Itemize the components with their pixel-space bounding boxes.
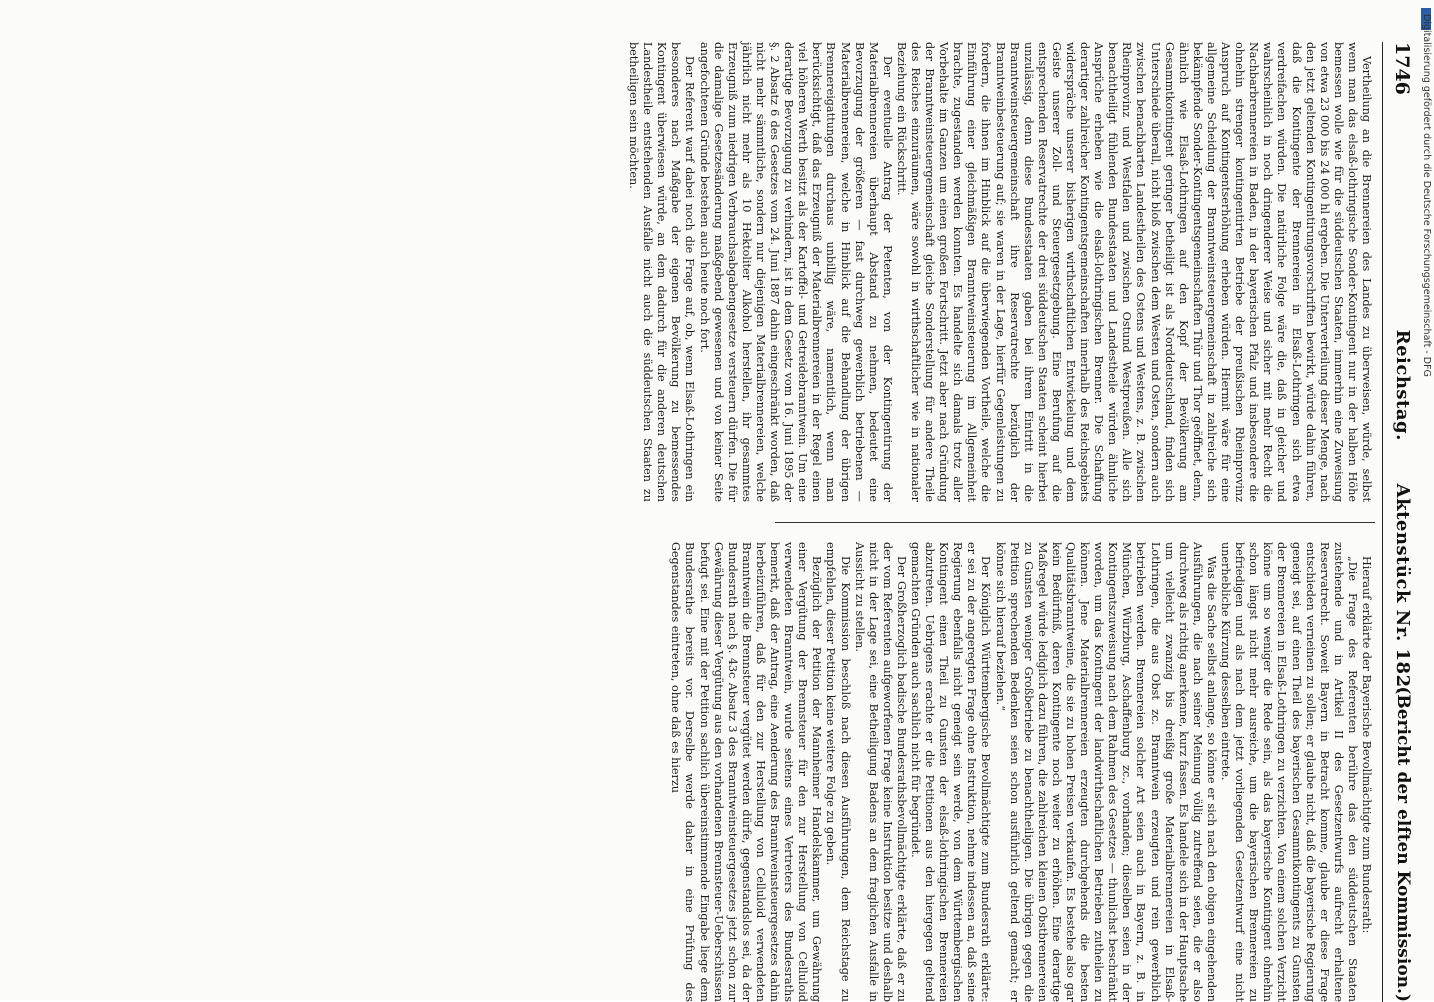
paragraph: Hierauf erklärte der Bayerische Bevollmächtigte zum Bundesrath: <box>1360 556 1373 934</box>
credit-text: Digitalisierung gefördert durch die Deutsche Forschungsgemeinschaft - DFG <box>1421 14 1432 377</box>
header-rule <box>1382 42 1383 1002</box>
page-number: 1746 <box>1391 42 1413 95</box>
paragraph: Die Kommission beschloß nach diesen Ausführungen, dem Reichstage zu empfehlen, dieser Petition keine weitere Folge zu geben. <box>824 542 852 1002</box>
left-column <box>627 42 1373 502</box>
paragraph: Der Königlich Württembergische Bevollmächtigte zum Bundesrath erklärte: er sei zu der angeregten Frage ohne Instruktion, nehme indessen an, daß seine Regierung ebenfalls nicht geneigt sein werde, von dem Württembergischen Kontingent einen Theil zu Gunsten der elsaß-lothringischen Brennereien abzutreten. Uebrigens erachte er die Petitionen aus den hiergegen geltend gemachten Gründen auch sachlich nicht für begründet. <box>909 542 993 1002</box>
venue-label: Reichstag. <box>1392 329 1413 441</box>
paragraph: Was die Sache selbst anlange, so könne er sich nach den obigen eingehenden Ausführungen, die nach seiner Meinung völlig zutreffend seien, die er also durchweg als richtig anerkenne, kurz fassen. Es handele sich in der Hauptsache um vielleicht zwanzig bis dreißig große Materialbrennereien in Elsaß-Lothringen, die aus Obst zc. Branntwein erzeugten und rein gewerblich betrieben werden. Brennereien solcher Art seien auch in Bayern, z. B. in München, Würzburg, Aschaffenburg zc., vorhanden; dieselben seien in der Kontingentszuweisung nach dem Rahmen des Gesetzes — thunlichst beschränkt worden, um das Kontingent der landwirthschaftlichen Betrieben zutheilen zu können. Jene Materialbrennereien erzeugten durchgehends die besten Qualitätsbranntweine, die sie zu hohen Preisen verkaufen. Es bestehe also gar kein Bedürfniß, deren Kontingente noch weiter zu erhöhen. Eine derartige Maßregel würde lediglich dazu führen, die zahlreichen kleinen Obstbrennereien zu Gunsten weniger Großbetriebe zu benachtheiligen. Die übrigen gegen die Petition sprechenden Bedenken seien schon ausführlich geltend gemacht; er könne sich hierauf beziehen.“ <box>993 542 1218 1002</box>
page-header <box>1387 42 1417 1002</box>
paragraph: Vertheilung an die Brennereien des Landes zu überweisen, würde, selbst wenn man das elsaß-lothringische Sonder-Kontingent nur in der halben Höhe bemessen wolle wie für die süddeutschen Staaten, immerhin eine Zuweisung von etwa 23 000 bis 24 000 hl ergeben. Die Unterverteilung dieser Menge, nach den jetzt geltenden Kontingentirungsvorschriften bewirkt, würde dahin führen, daß die Kontingente der Brennereien in Elsaß-Lothringen sich etwa verdreifachen würden. Die natürliche Folge wäre die, daß in gleicher und wahrscheinlich in noch dringenderer Weise und sicher mit mehr Recht die Nachbarbrennereien in Baden, in der bayerischen Pfalz und insbesondere die ohnehin strenger kontingentirten Betriebe der preußischen Rheinprovinz Anspruch auf Kontingentserhöhung erheben würden. Hiermit wäre für eine allgemeine Scheidung der Branntweinsteuergemeinschaft in zahlreiche sich bekämpfende Sonder-Kontingentsgemeinschaften Thür und Thor geöffnet, denn, ähnlich wie Elsaß-Lothringen auf den Kopf der Bevölkerung am Gesammtkontingent geringer betheiligt ist als Norddeutschland, finden sich Unterschiede überall, nicht bloß zwischen dem Westen und Osten, sondern auch zwischen benachbarten Landestheilen des Ostens und Westens, z. B. zwischen Rheinprovinz und Westfalen und zwischen Ostund Westpreußen. Alle sich benachtheiligt fühlenden Bundesstaaten und Landestheile würden ähnliche Ansprüche erheben wie die elsaß-lothringischen Brenner. Die Schaffung derartiger zahlreicher Kontingentsgemeinschaften innerhalb des Reichsgebiets widerspräche unserer bisherigen wirthschaftlichen Entwickelung und dem Geiste unserer Zoll- und Steuergesetzgebung. Eine Berufung auf die entsprechenden Reservatrechte der drei süddeutschen Staaten scheint hierbei unzulässig, denn diese Bundesstaaten gaben bei ihrem Eintritt in die Branntweinsteuergemeinschaft ihre Reservatrechte bezüglich der Branntweinbesteuerung auf; sie waren in der Lage, hierfür Gegenleistungen zu fordern, die ihnen im Hinblick auf die überwiegenden Vortheile, welche die Einführung einer gleichmäßigen Branntweinsteuerung im Allgemeinheit brachte, zugestanden werden konnten. Es handelte sich damals trotz aller Vorbehalte im Ganzen um einen großen Fortschritt. Jetzt aber nach Gründung der Branntweinsteuergemeinschaft gleiche Sonderstellung für andere Theile des Reiches einzuräumen, wäre sowohl in wirthschaftlicher wie in nationaler Beziehung ein Rückschritt. <box>894 42 1373 502</box>
paragraph: Der eventuelle Antrag der Petenten, von der Kontingentirung der Materialbrennereien überhaupt Abstand zu nehmen, bedeutet eine Bevorzugung der größeren — fast durchweg gewerblich betriebenen — Materialbrennereien, welche in Hinblick auf die Behandlung der übrigen Brennereigattungen durchaus unbillig wäre, namentlich, wenn man berücksichtigt, daß das Erzeugniß der Materialbrennereien in der Regel einen viel höheren Werth besitzt als der Kartoffel- und Getreidebranntwein. Um eine derartige Bevorzugung zu verhindern, ist in dem Gesetz vom 16. Juni 1895 der §. 2 Absatz 6 des Gesetzes vom 24. Juni 1887 dahin eingeschränkt worden, daß nicht mehr sämmtliche, sondern nur diejenigen Materialbrennereien, welche jährlich nicht mehr als 10 Hektoliter Alkohol herstellen, ihr gesammtes Erzeugniß zum niedrigen Verbrauchsabgabengesetze versteuern dürfen. Die für die damalige Gesetzesänderung maßgebend gewesenen und von keiner Seite angefochtenen Gründe bestehen auch heute noch fort. <box>697 42 894 502</box>
document-label: Aktenstück Nr. 182. <box>1392 483 1413 695</box>
section-label: (Bericht der elften Kommission.) <box>1393 686 1413 1002</box>
right-column <box>669 542 1373 1002</box>
rotated-page-content <box>52 42 1417 1002</box>
paragraph: Bezüglich der Petition der Mannheimer Handelskammer, um Gewährung einer Vergütung der Brennsteuer für den zur Herstellung von Celluloid verwendeten Branntwein, wurde seitens eines Vertreters des Bundesraths bemerkt, daß der Antrag, eine Aenderung des Branntweinsteuergesetzes dahin herbeizuführen, daß für den zur Herstellung von Celluloid verwendeten Branntwein die Brennsteuer vergütet werden dürfe, gegenstandslos sei, da der Bundesrath nach §. 43c Absatz 3 des Branntweinsteuergesetzes jetzt schon zur Gewährung dieser Vergütung aus den vorhandenen Brennsteuer-Ueberschüssen befugt sei. Eine mit der Petition sachlich übereinstimmende Eingabe liege dem Bundesrathe bereits vor. Derselbe werde daher in eine Prüfung des Gegenstandes eintreten, ohne daß es hierzu <box>669 542 824 1002</box>
digitization-credit <box>1418 14 1432 654</box>
paragraph: Der Referent warf dabei noch die Frage auf, ob, wenn Elsaß-Lothringen ein besonderes nach Maßgabe der eigenen Bevölkerung zu bemessendes Kontingent überwiesen würde, an dem dadurch für die anderen deutschen Landestheile entstehenden Ausfalle nicht auch die süddeutschen Staaten zu betheiligen sein möchten. <box>627 42 697 502</box>
paragraph: „Die Frage des Referenten berühre das den süddeutschen Staaten zustehende und in Artikel II des Gesetzentwurfs aufrecht erhaltene Reservatrecht. Soweit Bayern in Betracht komme, glaube er diese Frage entschieden verneinen zu sollen; er glaube nicht, daß die bayerische Regierung geneigt sei, auf einen Theil des bayerischen Gesammtkontingents zu Gunsten der Brennereien in Elsaß-Lothringen zu verzichten. Von einem solchen Verzicht könne um so weniger die Rede sein, als das bayerische Kontingent ohnehin schon längst nicht mehr ausreiche, um die bayerischen Brennereien zu befriedigen und als nach dem jetzt vorliegenden Gesetzentwurf eine nicht unerhebliche Kürzung desselben eintrete. <box>1219 542 1359 1002</box>
paragraph: Der Großherzoglich badische Bundesrathsbevollmächtigte erklärte, daß er zu der vom Referenten aufgeworfenen Frage keine Instruktion besitze und deshalb nicht in der Lage sei, eine Betheiligung Badens an dem fraglichen Ausfalle in Aussicht zu stellen. <box>852 542 908 1002</box>
column-divider <box>775 522 1375 523</box>
